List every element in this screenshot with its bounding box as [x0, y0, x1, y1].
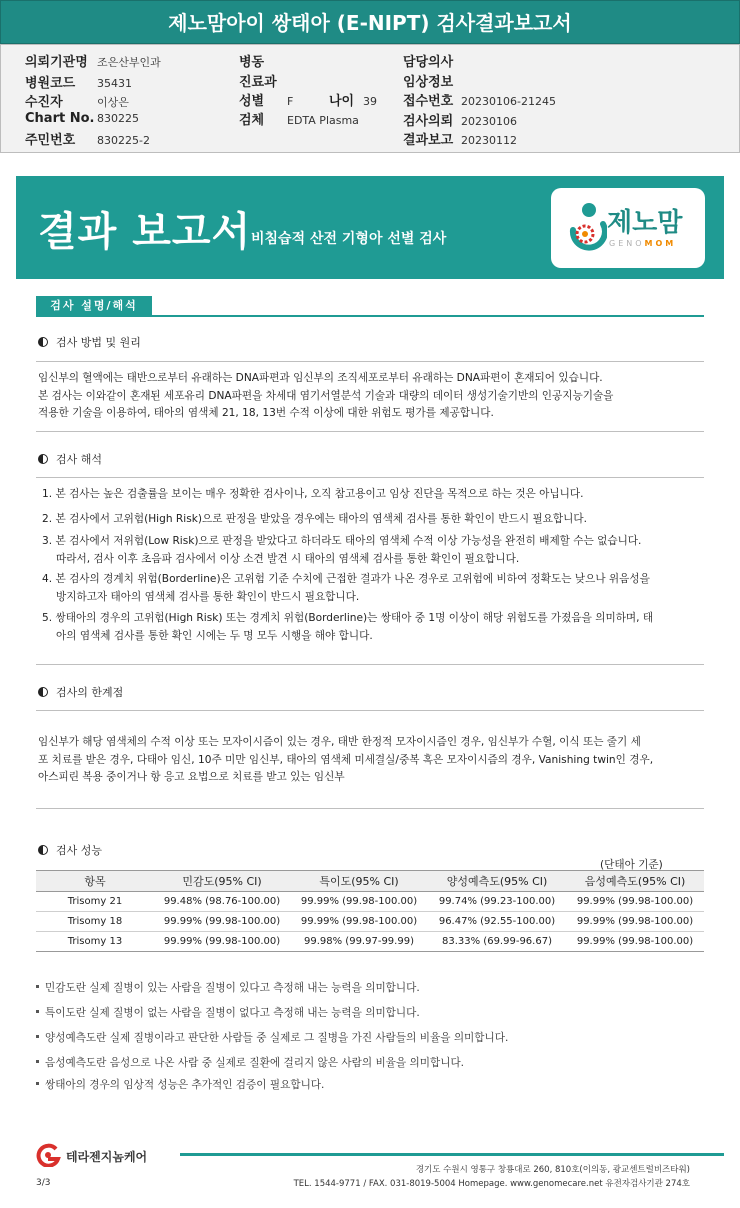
info-age: 나이 39: [329, 94, 377, 109]
bullet-icon: [36, 1035, 39, 1038]
info-request-date: 검사의뢰 20230106: [403, 114, 517, 129]
half-circle-icon: [38, 337, 48, 347]
theragen-logo-icon: [34, 1143, 62, 1167]
info-institution: 의뢰기관명 조은산부인과: [25, 55, 161, 70]
bullet-icon: [36, 985, 39, 988]
footer-divider: [180, 1153, 724, 1156]
list-item: 5. 쌍태아의 경우의 고위험(High Risk) 또는 경계치 위험(Borderline)는 쌍태아 중 1명 이상이 해당 위험도를 가졌음을 의미하며, 태 아의 염색체 검사를 통한 확인 시에는 두 명 모두 시행을 해야 합니다.: [42, 612, 654, 642]
banner-title: 결과 보고서: [38, 209, 252, 255]
list-item: 쌍태아의 경우의 임상적 성능은 추가적인 검증이 필요합니다.: [36, 1077, 324, 1092]
info-clinical: 임상정보: [403, 75, 454, 90]
table-row: Trisomy 13 99.99% (99.98-100.00) 99.98% (99.97-99.99) 83.33% (69.99-96.67) 99.99% (99.98-100.00): [36, 932, 704, 952]
logo-name: 제노맘: [607, 208, 683, 238]
info-receipt-no: 접수번호 20230106-21245: [403, 94, 556, 109]
limitations-heading: 검사의 한계점: [38, 684, 123, 700]
interpretation-heading: 검사 해석: [38, 451, 102, 467]
list-item: 민감도란 실제 질병이 있는 사람을 질병이 있다고 측정해 내는 능력을 의미합니다.: [36, 980, 420, 995]
info-chart-no: Chart No. 830225: [25, 111, 139, 126]
info-patient-name: 수진자 이상은: [25, 95, 129, 110]
info-specimen: 검체 EDTA Plasma: [239, 113, 359, 128]
section-tab: 검사 설명/해석: [36, 296, 152, 316]
info-department: 진료과: [239, 75, 277, 90]
col-header-ppv: 양성예측도(95% CI): [428, 871, 566, 892]
performance-table: [36, 870, 704, 952]
col-header-sensitivity: 민감도(95% CI): [154, 871, 290, 892]
footer-address: 경기도 수원시 영통구 창룡대로 260, 810호(이의동, 광교센트럴비즈타워) TEL. 1544-9771 / FAX. 031-8019-5004 Homepage. www.genomecare.net 유전자검사기관 274호: [293, 1165, 690, 1189]
divider: [36, 808, 704, 809]
list-item: 4. 본 검사의 경계치 위험(Borderline)은 고위험 기준 수치에 근접한 결과가 나온 경우로 고위험에 비하여 정확도는 낮으나 위음성을 방지하고자 태아의 염색체 검사를 통한 확인이 반드시 필요합니다.: [42, 573, 650, 603]
divider: [36, 361, 704, 362]
list-item: 2. 본 검사에서 고위험(High Risk)으로 판정을 받았을 경우에는 태아의 염색체 검사를 통한 확인이 반드시 필요합니다.: [42, 513, 587, 525]
result-banner: [16, 176, 724, 279]
section-divider: [36, 315, 704, 317]
report-title: 제노맘아이 쌍태아 (E-NIPT) 검사결과보고서: [0, 0, 740, 44]
table-row: Trisomy 18 99.99% (99.98-100.00) 99.99% (99.98-100.00) 96.47% (92.55-100.00) 99.99% (99.98-100.00): [36, 912, 704, 932]
list-item: 3. 본 검사에서 저위험(Low Risk)으로 판정을 받았다고 하더라도 태아의 염색체 수적 이상 가능성을 완전히 배제할 수는 없습니다. 따라서, 검사 이후 초음파 검사에서 이상 소견 발견 시 태아의 염색체 검사를 통한 확인이 필요합니다.: [42, 535, 642, 565]
page-number: 3/3: [36, 1178, 51, 1188]
limitations-text: 임신부가 해당 염색체의 수적 이상 또는 모자이시즘이 있는 경우, 태반 한정적 모자이시즘인 경우, 임신부가 수혈, 이식 또는 줄기 세 포 치료를 받은 경우, 다태아 임신, 10주 미만 임신부, 태아의 염색체 미세결실/중복 혹은 모자이시즘의 경우, Vanishing twin인 경우, 아스피린 복용 중이거나 항 응고 요법으로 치료를 받고 있는 임신부: [38, 736, 654, 783]
genomom-logo: [551, 188, 705, 268]
info-resident-no: 주민번호 830225-2: [25, 133, 150, 148]
list-item: 음성예측도란 음성으로 나온 사람 중 실제로 질환에 걸리지 않은 사람의 비율을 의미합니다.: [36, 1055, 464, 1070]
unit-note: (단태아 기준): [600, 859, 663, 871]
info-doctor: 담당의사: [403, 55, 454, 70]
col-header-specificity: 특이도(95% CI): [290, 871, 428, 892]
method-text: 임신부의 혈액에는 태반으로부터 유래하는 DNA파편과 임신부의 조직세포로부터 유래하는 DNA파편이 혼재되어 있습니다. 본 검사는 이와같이 혼재된 세포유리 DNA파편을 차세대 염기서열분석 기술과 대량의 데이터 생성기술기반의 인공지능기술을 적용한 기술을 이용하여, 태아의 염색체 21, 18, 13번 수적 이상에 대한 위험도 평가를 제공합니다.: [38, 372, 614, 419]
list-item: 양성예측도란 실제 질병이라고 판단한 사람들 중 실제로 그 질병을 가진 사람들의 비율을 의미합니다.: [36, 1030, 508, 1045]
divider: [36, 431, 704, 432]
info-hospital-code: 병원코드 35431: [25, 76, 132, 91]
divider: [36, 477, 704, 478]
table-header-row: [36, 871, 704, 892]
col-header-npv: 음성예측도(95% CI): [566, 871, 704, 892]
logo-subtext: GENOMOM: [609, 239, 677, 248]
genomom-mother-icon: [563, 200, 607, 256]
half-circle-icon: [38, 687, 48, 697]
performance-heading: 검사 성능: [38, 842, 102, 858]
divider: [36, 664, 704, 665]
bullet-icon: [36, 1060, 39, 1063]
method-heading: 검사 방법 및 원리: [38, 334, 141, 350]
bullet-icon: [36, 1010, 39, 1013]
info-report-date: 결과보고 20230112: [403, 133, 517, 148]
table-row: Trisomy 21 99.48% (98.76-100.00) 99.99% (99.98-100.00) 99.74% (99.23-100.00) 99.99% (99.98-100.00): [36, 892, 704, 912]
col-header-item: 항목: [36, 871, 154, 892]
divider: [36, 710, 704, 711]
half-circle-icon: [38, 845, 48, 855]
half-circle-icon: [38, 454, 48, 464]
info-ward: 병동: [239, 55, 265, 70]
info-sex: 성별 F: [239, 94, 294, 109]
company-name: 테라젠지놈케어: [66, 1150, 148, 1164]
list-item: 1. 본 검사는 높은 검출률을 보이는 매우 정확한 검사이나, 오직 참고용이고 임상 진단을 목적으로 하는 것은 아닙니다.: [42, 488, 584, 500]
list-item: 특이도란 실제 질병이 없는 사람을 질병이 없다고 측정해 내는 능력을 의미합니다.: [36, 1005, 420, 1020]
banner-subtitle: 비침습적 산전 기형아 선별 검사: [251, 231, 447, 247]
patient-info-box: [0, 44, 740, 153]
bullet-icon: [36, 1082, 39, 1085]
